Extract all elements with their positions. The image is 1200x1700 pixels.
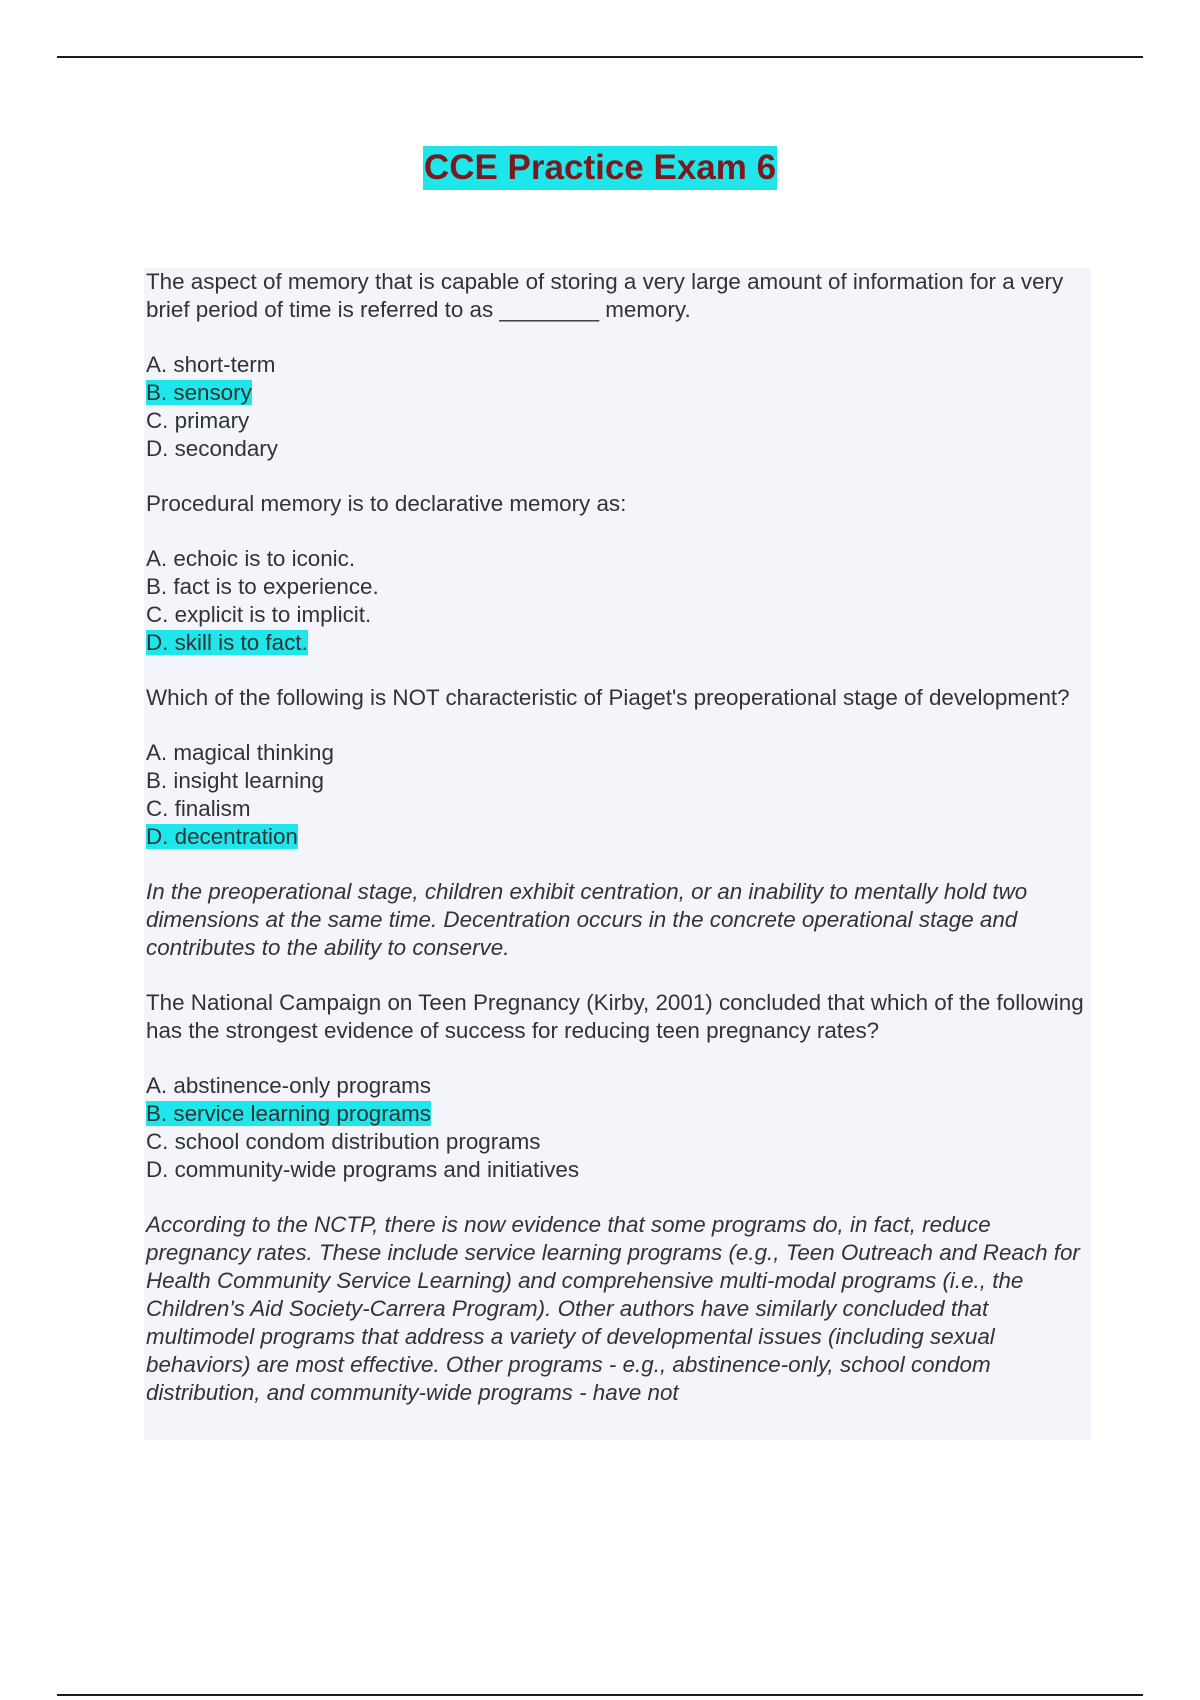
answer-option: A. short-term: [146, 352, 276, 377]
question-text: The aspect of memory that is capable of storing a very large amount of information for a very brief period of time is referred to as ________ memory.: [146, 269, 1064, 322]
question-text: Which of the following is NOT characteristic of Piaget's preoperational stage of development?: [146, 685, 1070, 710]
exam-content: [144, 268, 1091, 1440]
answer-option: B. fact is to experience.: [146, 574, 379, 599]
answer-options: [146, 351, 1091, 463]
answer-option-correct: B. service learning programs: [146, 1101, 431, 1126]
question-item-1: [146, 268, 1091, 463]
answer-option: B. insight learning: [146, 768, 324, 793]
top-rule: [57, 56, 1143, 58]
answer-option-correct: D. skill is to fact.: [146, 630, 308, 655]
answer-options: [146, 545, 1091, 657]
question-text: The National Campaign on Teen Pregnancy (Kirby, 2001) concluded that which of the following has the strongest evidence of success for reducing teen pregnancy rates?: [146, 990, 1084, 1043]
question-item-3: [146, 684, 1091, 962]
answer-option: D. community-wide programs and initiatives: [146, 1157, 580, 1182]
question-item-2: [146, 490, 1091, 657]
answer-option-correct: B. sensory: [146, 380, 252, 405]
answer-option: D. secondary: [146, 436, 278, 461]
page-title: CCE Practice Exam 6: [423, 146, 777, 190]
answer-option: A. abstinence-only programs: [146, 1073, 431, 1098]
answer-explanation: According to the NCTP, there is now evidence that some programs do, in fact, reduce pregnancy rates. These include service learning programs (e.g., Teen Outreach and Reach for Health Community Service Learning) and comprehensive multi-modal programs (i.e., the Children's Aid Society-Carrera Program). Other authors have similarly concluded that multimodel programs that address a variety of developmental issues (including sexual behaviors) are most effective. Other programs - e.g., abstinence-only, school condom distribution, and community-wide programs - have not: [146, 1212, 1080, 1405]
answer-option: A. echoic is to iconic.: [146, 546, 356, 571]
answer-option: C. school condom distribution programs: [146, 1129, 541, 1154]
bottom-rule: [57, 1694, 1143, 1696]
answer-option: A. magical thinking: [146, 740, 334, 765]
answer-option: C. finalism: [146, 796, 251, 821]
question-text: Procedural memory is to declarative memory as:: [146, 491, 627, 516]
answer-option: C. explicit is to implicit.: [146, 602, 372, 627]
answer-explanation: In the preoperational stage, children exhibit centration, or an inability to mentally hold two dimensions at the same time. Decentration occurs in the concrete operational stage and contributes to the ability to conserve.: [146, 879, 1028, 960]
answer-option: C. primary: [146, 408, 250, 433]
answer-option-correct: D. decentration: [146, 824, 298, 849]
answer-options: [146, 739, 1091, 851]
title-container: [0, 146, 1200, 190]
question-item-4: [146, 989, 1091, 1407]
answer-options: [146, 1072, 1091, 1184]
